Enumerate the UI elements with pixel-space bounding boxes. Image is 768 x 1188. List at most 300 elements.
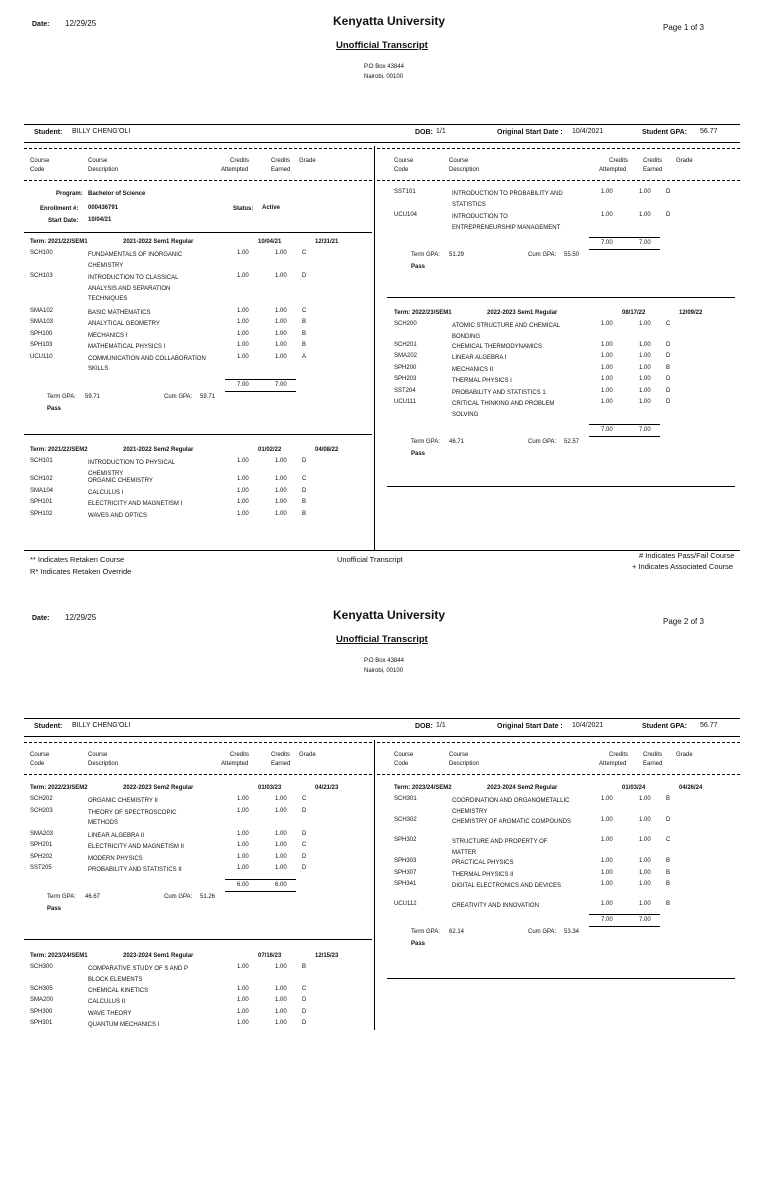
credits-earned: 1.00	[639, 796, 651, 802]
credits-attempted: 1.00	[237, 997, 249, 1004]
credits-attempted: 1.00	[237, 273, 249, 279]
term-code: Term: 2021/22/SEM1	[30, 239, 88, 245]
term-gpa-label: Term GPA:	[411, 252, 440, 258]
course-code: UCU110	[30, 353, 53, 360]
credits-earned: 1.00	[639, 364, 651, 371]
course-description: BASIC MATHEMATICS	[88, 309, 151, 316]
term-code: Term: 2023/24/SEM1	[30, 953, 88, 959]
term-gpa: 46.67	[85, 893, 101, 900]
grade: B	[302, 319, 307, 325]
credits-earned: 1.00	[639, 212, 651, 218]
credits-earned: 1.00	[639, 837, 651, 844]
credits-earned: 1.00	[275, 476, 287, 483]
credits-attempted: 1.00	[237, 830, 249, 837]
cum-gpa: 52.57	[564, 439, 580, 446]
course-code: SPH301	[30, 1020, 53, 1027]
credits-attempted: 1.00	[601, 900, 613, 907]
course-description: COORDINATION AND ORGANOMETALLIC CHEMISTRY	[452, 798, 570, 815]
course-code: SCH201	[394, 341, 417, 348]
course-description: COMMUNICATION AND COLLABORATION SKILLS	[88, 355, 206, 372]
term-end-date: 12/15/23	[315, 953, 339, 959]
course-description: WAVES AND OPTICS	[88, 512, 148, 519]
course-code: UCU104	[394, 212, 418, 218]
credits-attempted: 1.00	[237, 499, 249, 506]
col-code-header-2: Code	[394, 761, 409, 767]
col-code-header: Course	[394, 158, 414, 164]
page-number: Page 2 of 3	[663, 617, 704, 626]
term-gpa-label: Term GPA:	[47, 893, 76, 900]
course-code: SST204	[394, 387, 416, 394]
course-code: SST101	[394, 189, 416, 195]
enrollment-value: 000436791	[88, 205, 119, 211]
credits-attempted: 1.00	[601, 869, 613, 876]
cum-gpa: 53.34	[564, 929, 580, 936]
student-gpa-value: 56.77	[700, 722, 718, 729]
term-end-date: 12/31/21	[315, 239, 339, 245]
grade: D	[666, 212, 671, 218]
credits-attempted: 1.00	[601, 376, 613, 383]
credits-earned: 1.00	[639, 869, 651, 876]
start-date-label: Original Start Date :	[497, 723, 563, 730]
course-description: INTRODUCTION TO CLASSICAL ANALYSIS AND SEPARATION TECHNIQUES	[88, 275, 179, 302]
course-code: SCH103	[30, 273, 53, 279]
grade: D	[302, 1020, 307, 1027]
col-earned-header-2: Earned	[643, 761, 663, 767]
grade: D	[666, 341, 671, 348]
course-description: STRUCTURE AND PROPERTY OF MATTER	[452, 839, 548, 856]
col-attempted-header-2: Attempted	[221, 761, 249, 767]
course-code: SCH102	[30, 476, 53, 483]
grade: D	[302, 1008, 307, 1015]
col-earned-header-2: Earned	[643, 167, 663, 173]
course-code: SPH302	[394, 837, 417, 844]
credits-attempted: 1.00	[601, 858, 613, 865]
cum-gpa-label: Cum GPA:	[164, 893, 193, 900]
course-code: UCU112	[394, 900, 417, 907]
col-desc-header: Course	[88, 158, 108, 164]
pass-status: Pass	[47, 405, 62, 412]
course-description: PROBABILITY AND STATISTICS 1	[452, 389, 546, 396]
credits-earned: 1.00	[275, 1008, 287, 1015]
col-attempted-header: Credits	[609, 752, 629, 758]
credits-earned: 1.00	[275, 487, 287, 494]
course-description: CRITICAL THINKING AND PROBLEM SOLVING	[452, 401, 555, 418]
address-line-2: Nairobi, 00100	[364, 668, 404, 674]
credits-earned: 1.00	[639, 858, 651, 865]
credits-earned: 1.00	[275, 964, 287, 970]
date-label: Date:	[32, 615, 50, 622]
course-description: COMPARATIVE STUDY OF S AND P BLOCK ELEMENTS	[88, 966, 188, 983]
col-grade-header: Grade	[299, 752, 316, 758]
grade: B	[666, 796, 671, 802]
credits-attempted: 1.00	[601, 353, 613, 360]
term-gpa: 46.71	[449, 439, 465, 446]
course-description: ATOMIC STRUCTURE AND CHEMICAL BONDING	[452, 323, 560, 340]
course-description: THEORY OF SPECTROSCOPIC METHODS	[88, 809, 177, 826]
col-attempted-header: Credits	[609, 158, 629, 164]
grade: D	[302, 853, 307, 860]
course-description: THERMAL PHYSICS II	[452, 871, 514, 878]
grade: B	[666, 869, 671, 876]
grade: C	[666, 837, 671, 844]
credits-earned: 1.00	[275, 273, 287, 279]
credits-attempted: 1.00	[237, 476, 249, 483]
cum-gpa: 51.26	[200, 893, 216, 900]
course-code: SCH301	[394, 796, 417, 802]
credits-attempted: 1.00	[237, 487, 249, 494]
term-gpa-label: Term GPA:	[411, 439, 440, 446]
course-code: SCH203	[30, 807, 53, 814]
credits-earned: 1.00	[275, 1020, 287, 1027]
student-name: BILLY CHENG'OLI	[72, 128, 131, 135]
course-description: QUANTUM MECHANICS I	[88, 1022, 160, 1029]
credits-attempted: 1.00	[601, 881, 613, 888]
credits-earned: 1.00	[639, 881, 651, 888]
course-description: CALCULUS II	[88, 999, 126, 1006]
term-code: Term: 2022/23/SEM2	[30, 785, 88, 791]
term-name: 2021-2022 Sem2 Regular	[123, 447, 194, 453]
credits-earned: 1.00	[639, 341, 651, 348]
course-description: CALCULUS I	[88, 489, 124, 496]
cum-gpa-label: Cum GPA:	[528, 439, 557, 446]
grade: B	[302, 330, 307, 337]
col-desc-header-2: Description	[88, 167, 119, 173]
credits-earned: 1.00	[639, 399, 651, 406]
transcript-title: Unofficial Transcript	[336, 634, 428, 645]
course-code: SMA202	[394, 353, 418, 360]
credits-earned: 1.00	[275, 250, 287, 256]
credits-earned: 1.00	[275, 796, 287, 802]
term-gpa-label: Term GPA:	[411, 929, 440, 936]
date-label: Date:	[32, 21, 50, 28]
credits-earned: 1.00	[275, 342, 287, 348]
course-description: MODERN PHYSICS	[88, 855, 143, 862]
grade: D	[302, 865, 307, 871]
course-code: SPH200	[394, 364, 417, 371]
course-description: ORGANIC CHEMISTRY II	[88, 798, 158, 804]
footer-pass-fail: # Indicates Pass/Fail Course	[639, 551, 735, 560]
credits-earned: 1.00	[639, 189, 651, 195]
grade: B	[666, 881, 671, 888]
credits-attempted: 1.00	[601, 837, 613, 844]
course-code: SPH203	[394, 376, 417, 383]
credits-earned: 1.00	[275, 985, 287, 992]
credits-earned: 1.00	[639, 900, 651, 907]
course-description: CREATIVITY AND INNOVATION	[452, 902, 539, 909]
credits-earned: 1.00	[275, 865, 287, 871]
credits-earned: 1.00	[275, 307, 287, 314]
address-line-2: Nairobi, 00100	[364, 74, 404, 80]
course-description: MECHANICS II	[452, 366, 494, 373]
col-desc-header-2: Description	[449, 167, 480, 173]
address-line-1: P.O Box 43844	[364, 658, 404, 664]
course-description: LINEAR ALGEBRA II	[88, 832, 145, 839]
course-code: SMA200	[30, 997, 54, 1004]
total-earned: 7.00	[639, 917, 651, 924]
course-code: SCH200	[394, 321, 417, 327]
student-gpa-value: 56.77	[700, 128, 718, 135]
col-grade-header: Grade	[676, 158, 693, 164]
course-description: MATHEMATICAL PHYSICS I	[88, 344, 166, 350]
grade: D	[666, 189, 671, 195]
transcript-page-2	[0, 594, 768, 1188]
course-code: SPH102	[30, 510, 53, 517]
col-attempted-header-2: Attempted	[599, 761, 627, 767]
cum-gpa-label: Cum GPA:	[164, 393, 193, 400]
grade: B	[302, 964, 307, 970]
course-description: PROBABILITY AND STATISTICS II	[88, 867, 182, 873]
col-code-header-2: Code	[394, 167, 409, 173]
course-code: SPH201	[30, 842, 53, 848]
dob-label: DOB:	[415, 129, 433, 136]
term-gpa: 59.71	[85, 393, 101, 400]
credits-earned: 1.00	[275, 842, 287, 848]
credits-attempted: 1.00	[237, 853, 249, 860]
col-code-header: Course	[30, 158, 50, 164]
term-start-date: 01/02/22	[258, 447, 282, 453]
credits-earned: 1.00	[275, 830, 287, 837]
col-code-header-2: Code	[30, 761, 45, 767]
pass-status: Pass	[47, 905, 62, 912]
credits-earned: 1.00	[275, 353, 287, 360]
grade: D	[666, 399, 671, 406]
student-name: BILLY CHENG'OLI	[72, 722, 131, 729]
col-attempted-header: Credits	[230, 158, 250, 164]
course-code: SCH305	[30, 985, 53, 992]
credits-earned: 1.00	[275, 458, 287, 464]
footer-retaken-course: ** Indicates Retaken Course	[30, 555, 125, 564]
program-label: Program:	[56, 191, 83, 197]
grade: C	[302, 842, 307, 848]
credits-attempted: 1.00	[237, 985, 249, 992]
course-code: SPH300	[30, 1008, 53, 1015]
credits-earned: 1.00	[639, 816, 651, 823]
credits-earned: 1.00	[639, 353, 651, 360]
address-line-1: P.O Box 43844	[364, 64, 404, 70]
grade: B	[302, 510, 307, 517]
total-earned: 7.00	[275, 381, 287, 388]
course-code: SPH101	[30, 499, 53, 506]
credits-attempted: 1.00	[601, 796, 613, 802]
grade: C	[666, 321, 671, 327]
credits-attempted: 1.00	[601, 341, 613, 348]
grade: B	[666, 900, 671, 907]
col-earned-header-2: Earned	[271, 167, 291, 173]
col-earned-header-2: Earned	[271, 761, 291, 767]
term-end-date: 04/08/22	[315, 447, 339, 453]
col-desc-header: Course	[449, 752, 469, 758]
credits-earned: 1.00	[275, 807, 287, 814]
course-description: CHEMISTRY OF AROMATIC COMPOUNDS	[452, 818, 572, 825]
term-code: Term: 2022/23/SEM1	[394, 310, 452, 316]
credits-attempted: 1.00	[601, 816, 613, 823]
credits-earned: 1.00	[275, 330, 287, 337]
course-code: SMA102	[30, 307, 54, 314]
course-code: SMA104	[30, 487, 54, 494]
credits-attempted: 1.00	[237, 330, 249, 337]
grade: D	[302, 807, 307, 814]
course-code: SPH303	[394, 858, 417, 865]
student-gpa-label: Student GPA:	[642, 129, 687, 136]
term-code: Term: 2023/24/SEM2	[394, 785, 452, 791]
col-earned-header: Credits	[643, 158, 663, 164]
grade: D	[302, 458, 307, 464]
col-grade-header: Grade	[299, 158, 316, 164]
course-code: SMA103	[30, 319, 54, 325]
credits-attempted: 1.00	[601, 212, 613, 218]
course-code: SPH103	[30, 342, 53, 348]
col-earned-header: Credits	[643, 752, 663, 758]
pass-status: Pass	[411, 264, 426, 270]
footer-retaken-override: R* Indicates Retaken Override	[30, 567, 132, 576]
credits-attempted: 1.00	[237, 807, 249, 814]
grade: D	[666, 387, 671, 394]
col-earned-header: Credits	[271, 752, 291, 758]
start-date-label: Original Start Date :	[497, 129, 563, 136]
col-attempted-header-2: Attempted	[599, 167, 627, 173]
credits-attempted: 1.00	[601, 387, 613, 394]
course-code: SCH300	[30, 964, 53, 970]
start-date-value-2: 10/04/21	[88, 217, 112, 223]
course-code: SST205	[30, 865, 52, 871]
grade: B	[302, 342, 307, 348]
print-date: 12/29/25	[65, 19, 97, 28]
print-date: 12/29/25	[65, 613, 97, 622]
term-gpa: 62.14	[449, 929, 465, 936]
cum-gpa-label: Cum GPA:	[528, 929, 557, 936]
page-number: Page 1 of 3	[663, 23, 704, 32]
credits-attempted: 1.00	[601, 399, 613, 406]
credits-attempted: 1.00	[237, 1008, 249, 1015]
credits-attempted: 1.00	[237, 353, 249, 360]
course-description: CHEMICAL KINETICS	[88, 987, 149, 994]
course-description: CHEMICAL THERMODYNAMICS	[452, 343, 543, 350]
course-description: MECHANICS I	[88, 332, 128, 339]
grade: D	[302, 273, 307, 279]
term-name: 2021-2022 Sem1 Regular	[123, 239, 194, 245]
credits-attempted: 1.00	[601, 364, 613, 371]
student-label: Student:	[34, 723, 63, 730]
term-end-date: 12/09/22	[679, 310, 703, 316]
col-desc-header-2: Description	[88, 761, 119, 767]
enrollment-label: Enrollment #:	[40, 206, 79, 212]
credits-earned: 1.00	[275, 853, 287, 860]
col-desc-header-2: Description	[449, 761, 480, 767]
cum-gpa-label: Cum GPA:	[528, 252, 557, 258]
col-earned-header: Credits	[271, 158, 291, 164]
credits-attempted: 1.00	[237, 510, 249, 517]
credits-attempted: 1.00	[237, 865, 249, 871]
course-code: SCH202	[30, 796, 53, 802]
course-code: SPH202	[30, 853, 53, 860]
cum-gpa: 55.50	[564, 252, 580, 258]
credits-attempted: 1.00	[237, 458, 249, 464]
dob-value: 1/1	[436, 128, 446, 135]
credits-earned: 1.00	[275, 510, 287, 517]
course-description: ORGANIC CHEMISTRY	[88, 478, 153, 485]
credits-attempted: 1.00	[237, 250, 249, 256]
total-attempted: 7.00	[601, 917, 613, 924]
grade: B	[666, 858, 671, 865]
col-desc-header: Course	[88, 752, 108, 758]
grade: D	[302, 830, 307, 837]
col-code-header: Course	[30, 752, 50, 758]
course-description: PRACTICAL PHYSICS	[452, 860, 514, 867]
grade: C	[302, 796, 307, 802]
total-earned: 7.00	[639, 240, 651, 246]
status-value: Active	[262, 205, 281, 211]
term-gpa: 51.29	[449, 252, 465, 258]
grade: C	[302, 250, 307, 256]
dob-label: DOB:	[415, 723, 433, 730]
grade: D	[666, 816, 671, 823]
credits-attempted: 1.00	[237, 964, 249, 970]
start-date-value: 10/4/2021	[572, 722, 604, 729]
course-description: INTRODUCTION TO ENTREPRENEURSHIP MANAGEMENT	[452, 214, 561, 231]
status-label: Status:	[233, 206, 254, 212]
transcript-title: Unofficial Transcript	[336, 40, 428, 51]
total-attempted: 6.00	[237, 881, 249, 888]
start-date-value: 10/4/2021	[572, 128, 604, 135]
pass-status: Pass	[411, 941, 426, 948]
footer-associated: + Indicates Associated Course	[632, 562, 734, 571]
credits-earned: 1.00	[639, 321, 651, 327]
pass-status: Pass	[411, 451, 426, 458]
term-name: 2023-2024 Sem2 Regular	[487, 785, 558, 791]
term-code: Term: 2021/22/SEM2	[30, 447, 88, 453]
total-earned: 6.00	[275, 881, 287, 888]
start-date-label-2: Start Date:	[48, 218, 79, 224]
total-earned: 7.00	[639, 427, 651, 434]
credits-attempted: 1.00	[237, 842, 249, 848]
student-gpa-label: Student GPA:	[642, 723, 687, 730]
term-start-date: 07/16/23	[258, 953, 282, 959]
credits-earned: 1.00	[275, 499, 287, 506]
credits-attempted: 1.00	[237, 796, 249, 802]
grade: A	[302, 353, 307, 360]
university-name: Kenyatta University	[333, 14, 446, 28]
course-description: WAVE THEORY	[88, 1010, 132, 1017]
student-label: Student:	[34, 129, 63, 136]
course-code: SCH101	[30, 458, 53, 464]
total-attempted: 7.00	[601, 427, 613, 434]
university-name: Kenyatta University	[333, 608, 446, 622]
program-value: Bachelor of Science	[88, 191, 146, 197]
dob-value: 1/1	[436, 722, 446, 729]
term-start-date: 01/03/24	[622, 785, 646, 791]
cum-gpa: 59.71	[200, 393, 216, 400]
credits-attempted: 1.00	[237, 307, 249, 314]
grade: D	[666, 376, 671, 383]
term-start-date: 01/03/23	[258, 785, 282, 791]
term-end-date: 04/26/24	[679, 785, 703, 791]
course-code: SPH307	[394, 869, 417, 876]
term-name: 2022-2023 Sem2 Regular	[123, 785, 194, 791]
credits-attempted: 1.00	[237, 319, 249, 325]
grade: D	[666, 353, 671, 360]
term-name: 2022-2023 Sem1 Regular	[487, 310, 558, 316]
term-name: 2023-2024 Sem1 Regular	[123, 953, 194, 959]
term-gpa-label: Term GPA:	[47, 393, 76, 400]
course-code: SMA203	[30, 830, 54, 837]
term-end-date: 04/21/23	[315, 785, 339, 791]
credits-earned: 1.00	[275, 997, 287, 1004]
course-description: ELECTRICITY AND MAGNETISM II	[88, 844, 184, 850]
course-code: SCH100	[30, 250, 53, 256]
credits-attempted: 1.00	[601, 189, 613, 195]
credits-attempted: 1.00	[237, 342, 249, 348]
course-description: LINEAR ALGEBRA I	[452, 355, 507, 362]
